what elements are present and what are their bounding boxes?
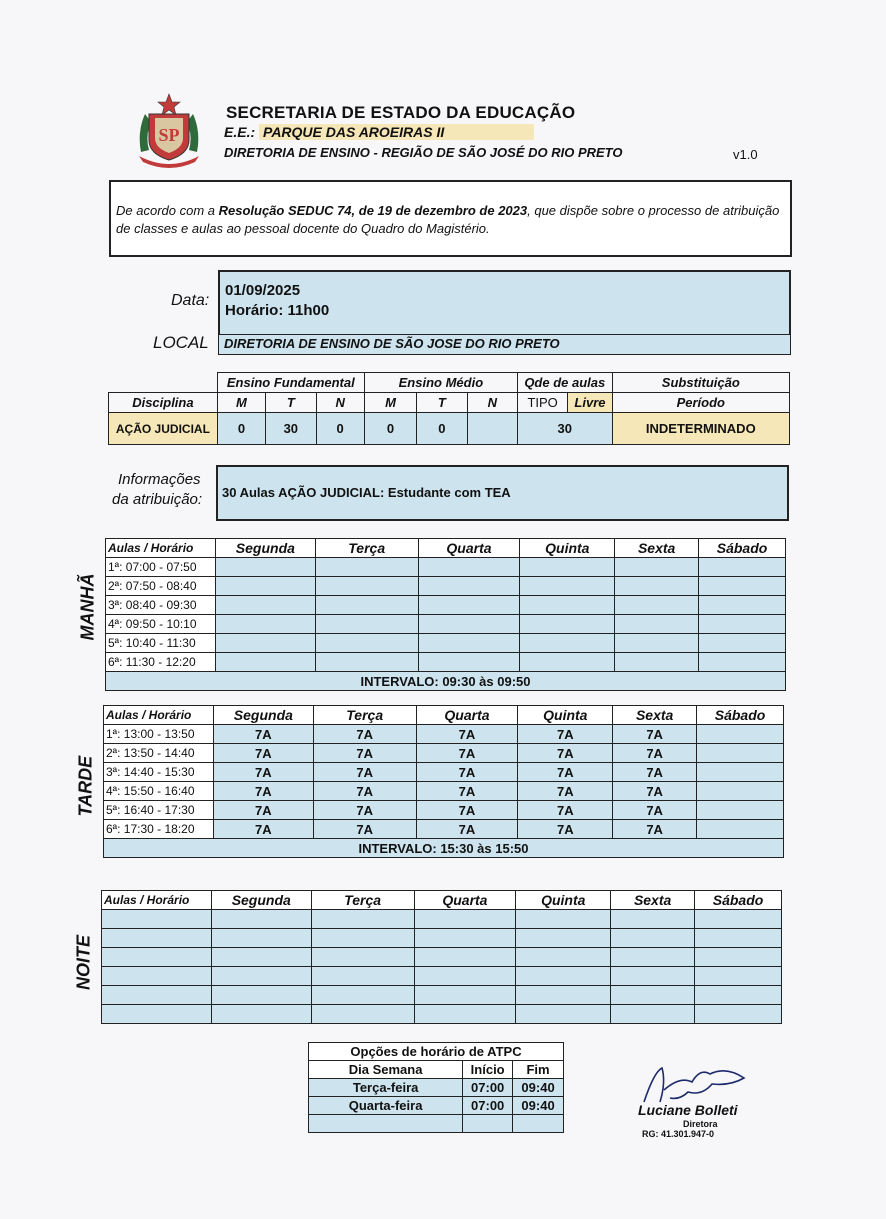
date-box	[218, 270, 791, 336]
svg-text:SP: SP	[158, 125, 180, 145]
noite-label: NOITE	[73, 935, 94, 991]
day-header: Sexta	[611, 891, 695, 910]
schedule-cell	[315, 577, 418, 596]
medio-m-value: 0	[364, 413, 416, 445]
schedule-cell	[697, 725, 784, 744]
version-label: v1.0	[733, 147, 758, 162]
schedule-cell: 7A	[213, 801, 313, 820]
schedule-cell: 7A	[613, 763, 697, 782]
day-header: Sábado	[699, 539, 786, 558]
fund-t-value: 30	[266, 413, 316, 445]
schedule-cell	[315, 653, 418, 672]
schedule-cell	[311, 910, 414, 929]
schedule-cell	[215, 596, 315, 615]
schedule-cell: 7A	[213, 725, 313, 744]
header-tipo: TIPO	[517, 393, 567, 413]
schedule-cell: 7A	[313, 820, 416, 839]
schedule-cell: 7A	[416, 801, 518, 820]
schedule-cell	[699, 577, 786, 596]
schedule-cell	[215, 577, 315, 596]
schedule-cell	[699, 615, 786, 634]
date-label: Data:	[171, 292, 210, 309]
schedule-cell	[311, 929, 414, 948]
schedule-cell	[520, 634, 615, 653]
local-value: DIRETORIA DE ENSINO DE SÃO JOSE DO RIO PRETO	[218, 334, 791, 355]
schedule-row	[102, 929, 782, 948]
school-name: PARQUE DAS AROEIRAS II	[259, 124, 534, 140]
schedule-cell	[315, 558, 418, 577]
manha-schedule-table	[105, 538, 786, 691]
header-qde-aulas: Qde de aulas	[517, 373, 612, 393]
schedule-cell	[699, 634, 786, 653]
day-header: Segunda	[215, 539, 315, 558]
schedule-cell	[211, 929, 311, 948]
time-slot: 2ª: 07:50 - 08:40	[106, 577, 216, 596]
day-header: Segunda	[211, 891, 311, 910]
atpc-row-inicio: 07:00	[463, 1097, 513, 1115]
interval-row: INTERVALO: 15:30 às 15:50	[104, 839, 784, 858]
time-slot: 4ª: 09:50 - 10:10	[106, 615, 216, 634]
schedule-cell: 7A	[313, 744, 416, 763]
schedule-cell	[418, 558, 520, 577]
aulas-horario-header: Aulas / Horário	[102, 891, 212, 910]
header-substituicao: Substituição	[612, 373, 789, 393]
atpc-header-dia: Dia Semana	[309, 1061, 463, 1079]
schedule-cell	[611, 1005, 695, 1024]
schedule-cell	[611, 948, 695, 967]
schedule-cell: 7A	[613, 725, 697, 744]
time-slot: 2ª: 13:50 - 14:40	[104, 744, 214, 763]
schedule-cell	[311, 967, 414, 986]
schedule-cell	[315, 634, 418, 653]
time-slot: 5ª: 10:40 - 11:30	[106, 634, 216, 653]
local-label: LOCAL	[153, 333, 209, 352]
schedule-cell	[516, 986, 611, 1005]
atpc-table	[308, 1042, 564, 1133]
day-header: Segunda	[213, 706, 313, 725]
schedule-cell	[414, 948, 516, 967]
schedule-cell	[697, 763, 784, 782]
schedule-cell	[615, 634, 699, 653]
header-disciplina: Disciplina	[109, 393, 218, 413]
info-label-1: Informações	[118, 471, 201, 488]
schedule-cell: 7A	[313, 782, 416, 801]
schedule-cell	[611, 929, 695, 948]
schedule-cell: 7A	[613, 801, 697, 820]
schedule-row	[104, 725, 784, 744]
interval-row: INTERVALO: 09:30 às 09:50	[106, 672, 786, 691]
day-header: Sexta	[613, 706, 697, 725]
schedule-row	[104, 744, 784, 763]
schedule-row	[102, 986, 782, 1005]
schedule-cell: 7A	[313, 763, 416, 782]
schedule-cell: 7A	[213, 744, 313, 763]
schedule-cell	[516, 948, 611, 967]
signature-rg: RG: 41.301.947-0	[642, 1129, 715, 1139]
schedule-row	[102, 967, 782, 986]
schedule-row	[102, 1005, 782, 1024]
schedule-cell	[311, 1005, 414, 1024]
header-ensino-fundamental: Ensino Fundamental	[217, 373, 364, 393]
secretaria-title: SECRETARIA DE ESTADO DA EDUCAÇÃO	[226, 103, 576, 122]
schedule-cell	[520, 558, 615, 577]
day-header: Sexta	[615, 539, 699, 558]
schedule-cell	[215, 558, 315, 577]
schedule-row	[106, 577, 786, 596]
schedule-cell: 7A	[213, 782, 313, 801]
schedule-row	[102, 948, 782, 967]
schedule-cell: 7A	[416, 820, 518, 839]
intro-resolution: Resolução SEDUC 74, de 19 de dezembro de 2023	[218, 203, 528, 218]
time-slot: 6ª: 11:30 - 12:20	[106, 653, 216, 672]
schedule-cell	[516, 910, 611, 929]
schedule-row	[104, 763, 784, 782]
schedule-cell: 7A	[518, 820, 613, 839]
schedule-cell	[211, 910, 311, 929]
day-header: Terça	[311, 891, 414, 910]
schedule-cell	[520, 577, 615, 596]
schedule-cell	[699, 653, 786, 672]
schedule-row	[106, 615, 786, 634]
day-header: Sábado	[697, 706, 784, 725]
schedule-cell	[615, 615, 699, 634]
atpc-header-inicio: Início	[463, 1061, 513, 1079]
time-slot	[102, 929, 212, 948]
medio-t-value: 0	[417, 413, 467, 445]
day-header: Quarta	[414, 891, 516, 910]
schedule-cell	[414, 1005, 516, 1024]
day-header: Quinta	[516, 891, 611, 910]
schedule-row	[102, 910, 782, 929]
periodo-value: INDETERMINADO	[612, 413, 789, 445]
schedule-row	[106, 653, 786, 672]
schedule-cell	[516, 967, 611, 986]
day-header: Terça	[313, 706, 416, 725]
schedule-cell: 7A	[313, 801, 416, 820]
time-slot: 4ª: 15:50 - 16:40	[104, 782, 214, 801]
schedule-cell: 7A	[313, 725, 416, 744]
schedule-cell	[611, 967, 695, 986]
day-header: Quarta	[418, 539, 520, 558]
schedule-cell	[211, 948, 311, 967]
atpc-title: Opções de horário de ATPC	[309, 1043, 564, 1061]
schedule-cell	[695, 986, 782, 1005]
header-fund-t: T	[266, 393, 316, 413]
time-slot	[102, 910, 212, 929]
tarde-schedule-table	[103, 705, 784, 858]
schedule-cell	[215, 615, 315, 634]
header-fund-m: M	[217, 393, 265, 413]
schedule-cell	[520, 615, 615, 634]
medio-n-value	[467, 413, 517, 445]
schedule-cell: 7A	[613, 782, 697, 801]
schedule-cell	[211, 1005, 311, 1024]
schedule-cell	[611, 986, 695, 1005]
schedule-cell: 7A	[518, 725, 613, 744]
atpc-empty-cell	[513, 1115, 564, 1133]
schedule-cell: 7A	[518, 763, 613, 782]
day-header: Quinta	[518, 706, 613, 725]
fund-n-value: 0	[316, 413, 364, 445]
time-slot: 5ª: 16:40 - 17:30	[104, 801, 214, 820]
schedule-cell	[699, 596, 786, 615]
time-slot: 3ª: 14:40 - 15:30	[104, 763, 214, 782]
intro-pre: De acordo com a	[116, 203, 219, 218]
time-slot	[102, 1005, 212, 1024]
time-slot: 1ª: 13:00 - 13:50	[104, 725, 214, 744]
schedule-cell	[315, 615, 418, 634]
schedule-row	[106, 596, 786, 615]
time-slot	[102, 967, 212, 986]
schedule-cell	[697, 820, 784, 839]
noite-schedule-table	[101, 890, 782, 1024]
schedule-cell	[699, 558, 786, 577]
schedule-cell	[695, 910, 782, 929]
schedule-cell	[418, 577, 520, 596]
schedule-cell	[615, 596, 699, 615]
atpc-header-fim: Fim	[513, 1061, 564, 1079]
day-header: Sábado	[695, 891, 782, 910]
schedule-cell	[215, 653, 315, 672]
schedule-row	[104, 820, 784, 839]
atpc-empty-cell	[309, 1115, 463, 1133]
day-header: Quinta	[520, 539, 615, 558]
aulas-horario-header: Aulas / Horário	[104, 706, 214, 725]
signature-role: Diretora	[683, 1119, 718, 1129]
signature-name: Luciane Bolleti	[638, 1102, 738, 1118]
schedule-row	[106, 558, 786, 577]
time-slot	[102, 986, 212, 1005]
schedule-cell: 7A	[416, 782, 518, 801]
time-slot	[102, 948, 212, 967]
header-medio-m: M	[364, 393, 416, 413]
schedule-cell: 7A	[416, 744, 518, 763]
resolution-intro-box	[109, 180, 792, 257]
ee-label: E.E.:	[224, 124, 256, 140]
date-value: 01/09/2025	[225, 282, 301, 299]
schedule-cell	[697, 782, 784, 801]
atpc-empty-cell	[463, 1115, 513, 1133]
schedule-cell	[615, 577, 699, 596]
schedule-cell	[418, 634, 520, 653]
time-slot: 3ª: 08:40 - 09:30	[106, 596, 216, 615]
schedule-cell	[418, 596, 520, 615]
schedule-cell: 7A	[416, 763, 518, 782]
schedule-cell	[311, 948, 414, 967]
intro-post: , que dispõe sobre o processo de atribuição de classes e aulas ao pessoal docente do Quadro do Magistério.	[116, 203, 780, 236]
atpc-row-fim: 09:40	[513, 1097, 564, 1115]
schedule-cell: 7A	[213, 820, 313, 839]
schedule-cell: 7A	[213, 763, 313, 782]
atpc-row-inicio: 07:00	[463, 1079, 513, 1097]
atpc-row-dia: Quarta-feira	[309, 1097, 463, 1115]
schedule-cell	[215, 634, 315, 653]
signature-scribble	[640, 1062, 750, 1106]
schedule-cell	[611, 910, 695, 929]
schedule-cell	[414, 967, 516, 986]
schedule-cell	[315, 596, 418, 615]
schedule-cell	[414, 910, 516, 929]
diretoria-line: DIRETORIA DE ENSINO - REGIÃO DE SÃO JOSÉ DO RIO PRETO	[224, 145, 623, 160]
day-header: Terça	[315, 539, 418, 558]
schedule-cell	[516, 929, 611, 948]
schedule-cell: 7A	[416, 725, 518, 744]
disciplina-value: AÇÃO JUDICIAL	[109, 413, 218, 445]
time-value: Horário: 11h00	[225, 302, 330, 319]
schedule-cell	[414, 986, 516, 1005]
schedule-row	[104, 782, 784, 801]
schedule-cell: 7A	[518, 801, 613, 820]
schedule-row	[104, 801, 784, 820]
schedule-cell: 7A	[518, 744, 613, 763]
header-medio-t: T	[417, 393, 467, 413]
schedule-cell	[615, 653, 699, 672]
sp-state-seal-logo	[133, 92, 205, 168]
schedule-cell: 7A	[613, 820, 697, 839]
schedule-cell	[520, 653, 615, 672]
header-medio-n: N	[467, 393, 517, 413]
schedule-cell	[697, 801, 784, 820]
school-line	[224, 124, 534, 140]
schedule-row	[106, 634, 786, 653]
header-livre: Livre	[568, 393, 612, 413]
schedule-cell	[520, 596, 615, 615]
manha-label: MANHÃ	[77, 573, 98, 641]
schedule-cell: 7A	[518, 782, 613, 801]
atpc-row-dia: Terça-feira	[309, 1079, 463, 1097]
tarde-label: TARDE	[75, 755, 96, 817]
schedule-cell	[615, 558, 699, 577]
schedule-cell	[516, 1005, 611, 1024]
schedule-cell: 7A	[613, 744, 697, 763]
schedule-cell	[414, 929, 516, 948]
header-ensino-medio: Ensino Médio	[364, 373, 517, 393]
day-header: Quarta	[416, 706, 518, 725]
schedule-cell	[211, 967, 311, 986]
schedule-cell	[211, 986, 311, 1005]
qde-value: 30	[517, 413, 612, 445]
header-periodo: Período	[612, 393, 789, 413]
schedule-cell	[695, 929, 782, 948]
info-value: 30 Aulas AÇÃO JUDICIAL: Estudante com TEA	[216, 465, 789, 521]
schedule-cell	[311, 986, 414, 1005]
atpc-row-fim: 09:40	[513, 1079, 564, 1097]
header-fund-n: N	[316, 393, 364, 413]
schedule-cell	[695, 948, 782, 967]
schedule-cell	[697, 744, 784, 763]
time-slot: 6ª: 17:30 - 18:20	[104, 820, 214, 839]
aulas-horario-header: Aulas / Horário	[106, 539, 216, 558]
schedule-cell	[695, 967, 782, 986]
discipline-table	[108, 372, 790, 445]
time-slot: 1ª: 07:00 - 07:50	[106, 558, 216, 577]
schedule-cell	[695, 1005, 782, 1024]
schedule-cell	[418, 615, 520, 634]
schedule-cell	[418, 653, 520, 672]
fund-m-value: 0	[217, 413, 265, 445]
info-label-2: da atribuição:	[112, 491, 203, 508]
